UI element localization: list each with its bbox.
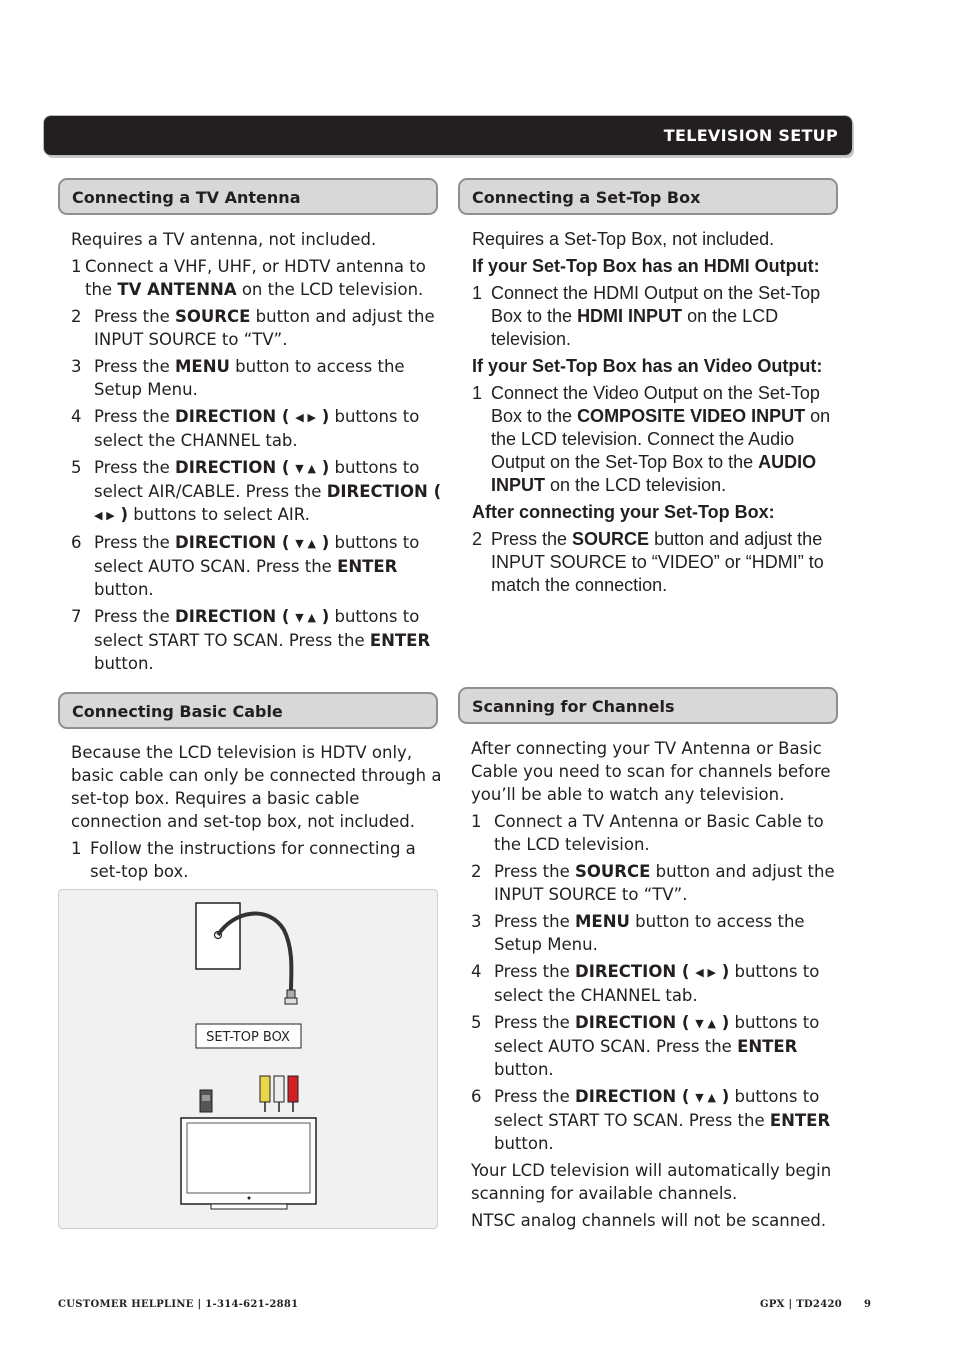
- footer-helpline: CUSTOMER HELPLINE | 1-314-621-2881: [58, 1299, 299, 1310]
- step-number: 4: [471, 962, 482, 981]
- cable-section-header: [58, 692, 438, 729]
- down-up-arrows-icon: ▼ ▲: [695, 1017, 716, 1030]
- step-number: 6: [471, 1087, 482, 1106]
- cable-diagram-illustration: [59, 890, 439, 1230]
- rca-yellow-plug-icon: [260, 1076, 270, 1102]
- antenna-section-title: Connecting a TV Antenna: [72, 188, 301, 207]
- cable-content: [71, 741, 443, 887]
- step-number: 1: [471, 812, 482, 831]
- wall-outlet-icon: [196, 903, 240, 969]
- cable-step-1: 1 Follow the instructions for connecting a set-top box.: [71, 839, 416, 881]
- scan-intro: After connecting your TV Antenna or Basic Cable you need to scan for channels before you’ll be able to watch any television.: [471, 739, 831, 804]
- settop-video-step: 1 Connect the Video Output on the Set-Top Box to the COMPOSITE VIDEO INPUT on the LCD television. Connect the Audio Output on the Set-Top Box to the AUDIO INPUT on the LCD television.: [472, 383, 831, 495]
- scan-section-title: Scanning for Channels: [472, 697, 675, 716]
- step-number: 2: [71, 307, 82, 326]
- scan-step-4: 4 Press the DIRECTION ( ◀ ▶ ) buttons to select the CHANNEL tab.: [471, 962, 820, 1005]
- settop-intro: Requires a Set-Top Box, not included.: [472, 229, 775, 249]
- antenna-step-1: 1 Connect a VHF, UHF, or HDTV antenna to the TV ANTENNA on the LCD television.: [71, 257, 426, 299]
- antenna-step-7: 7 Press the DIRECTION ( ▼ ▲ ) buttons to select START TO SCAN. Press the ENTER button.: [71, 607, 431, 673]
- rca-red-plug-icon: [288, 1076, 298, 1102]
- rca-white-plug-icon: [274, 1076, 284, 1102]
- down-up-arrows-icon: ▼ ▲: [295, 611, 316, 624]
- footer-page-number: 9: [864, 1299, 872, 1310]
- set-top-box-label: SET-TOP BOX: [206, 1030, 290, 1045]
- step-number: 1: [71, 839, 82, 858]
- step-number: 2: [472, 529, 483, 549]
- scan-section-header: [458, 687, 838, 724]
- scan-step-3: 3 Press the MENU button to access the Setup Menu.: [471, 912, 805, 954]
- left-right-arrows-icon: ◀ ▶: [94, 509, 115, 522]
- antenna-section-header: [58, 178, 438, 215]
- step-number: 1: [472, 283, 483, 303]
- step-number: 2: [471, 862, 482, 881]
- settop-section-header: [458, 178, 838, 215]
- settop-video-heading: If your Set-Top Box has an Video Output:: [472, 356, 823, 376]
- step-number: 1: [472, 383, 483, 403]
- down-up-arrows-icon: ▼ ▲: [695, 1091, 716, 1104]
- step-number: 7: [71, 607, 82, 626]
- antenna-step-3: 3 Press the MENU button to access the Setup Menu.: [71, 357, 405, 399]
- down-up-arrows-icon: ▼ ▲: [295, 537, 316, 550]
- settop-after-heading: After connecting your Set-Top Box:: [472, 502, 775, 522]
- antenna-step-4: 4 Press the DIRECTION ( ◀ ▶ ) buttons to select the CHANNEL tab.: [71, 407, 420, 450]
- footer-model: GPX | TD2420: [760, 1299, 842, 1310]
- scan-outro-2: NTSC analog channels will not be scanned.: [471, 1211, 827, 1230]
- settop-hdmi-step: 1 Connect the HDMI Output on the Set-Top Box to the HDMI INPUT on the LCD television.: [472, 283, 821, 349]
- antenna-step-2: 2 Press the SOURCE button and adjust the INPUT SOURCE to “TV”.: [71, 307, 435, 349]
- step-number: 3: [71, 357, 82, 376]
- cable-section-title: Connecting Basic Cable: [72, 702, 283, 721]
- settop-hdmi-heading: If your Set-Top Box has an HDMI Output:: [472, 256, 820, 276]
- scan-step-6: 6 Press the DIRECTION ( ▼ ▲ ) buttons to select START TO SCAN. Press the ENTER button.: [471, 1087, 831, 1153]
- step-number: 5: [471, 1013, 482, 1032]
- scan-outro-1: Your LCD television will automatically begin scanning for available channels.: [471, 1161, 832, 1203]
- left-right-arrows-icon: ◀ ▶: [295, 411, 316, 424]
- step-number: 6: [71, 533, 82, 552]
- cable-intro: Because the LCD television is HDTV only, basic cable can only be connected through a set-top box. Requires a basic cable connection and set-top box, not included.: [71, 743, 442, 831]
- scan-step-2: 2 Press the SOURCE button and adjust the INPUT SOURCE to “TV”.: [471, 862, 835, 904]
- antenna-step-5: 5 Press the DIRECTION ( ▼ ▲ ) buttons to select AIR/CABLE. Press the DIRECTION ( ◀ ▶ ) buttons to select AIR.: [71, 456, 443, 527]
- settop-content: [472, 228, 836, 601]
- antenna-step-6: 6 Press the DIRECTION ( ▼ ▲ ) buttons to select AUTO SCAN. Press the ENTER button.: [71, 533, 420, 599]
- antenna-intro: Requires a TV antenna, not included.: [71, 230, 377, 249]
- scan-content: [471, 737, 835, 1236]
- connection-diagram: [58, 889, 438, 1229]
- step-number: 4: [71, 407, 82, 426]
- down-up-arrows-icon: ▼ ▲: [295, 462, 316, 475]
- section-banner: [44, 116, 852, 155]
- scan-step-1: 1 Connect a TV Antenna or Basic Cable to the LCD television.: [471, 812, 824, 854]
- banner-title: TELEVISION SETUP: [663, 126, 838, 145]
- step-number: 5: [71, 458, 82, 477]
- antenna-content: [71, 228, 443, 679]
- settop-after-step: 2 Press the SOURCE button and adjust the INPUT SOURCE to “VIDEO” or “HDMI” to match the connection.: [472, 529, 824, 595]
- scan-step-5: 5 Press the DIRECTION ( ▼ ▲ ) buttons to select AUTO SCAN. Press the ENTER button.: [471, 1013, 820, 1079]
- step-number: 1: [71, 257, 82, 276]
- step-number: 3: [471, 912, 482, 931]
- settop-section-title: Connecting a Set-Top Box: [472, 188, 701, 207]
- left-right-arrows-icon: ◀ ▶: [695, 966, 716, 979]
